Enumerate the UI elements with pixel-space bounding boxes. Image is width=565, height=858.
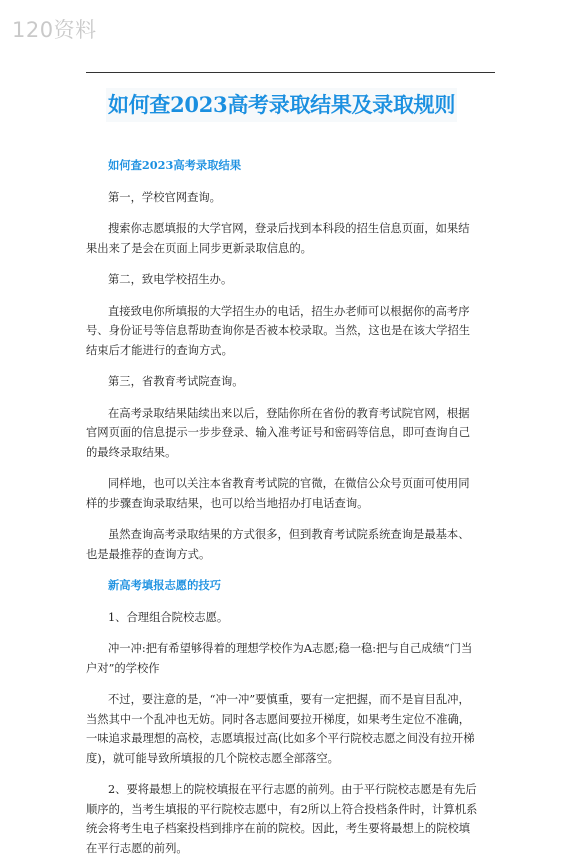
paragraph: 不过，要注意的是，“冲一冲”要慎重，要有一定把握，而不是盲目乱冲，当然其中一个乱冲也无妨。同时各志愿间要拉开梯度，如果考生定位不准确，一味追求最理想的高校，志愿填报过高(比如多个平行院校志愿之间没有拉开梯度)，就可能导致所填报的几个院校志愿全部落空。: [86, 693, 475, 765]
paragraph: 同样地，也可以关注本省教育考试院的官微，在微信公众号页面可使用同样的步骤查询录取结果，也可以给当地招办打电话查询。: [86, 477, 470, 510]
section-heading-query-results: 如何查2023高考录取结果: [108, 158, 242, 172]
document-title: 如何查2023高考录取结果及录取规则: [106, 88, 457, 122]
paragraph: 1、合理组合院校志愿。: [108, 610, 229, 624]
paragraph: 第三，省教育考试院查询。: [108, 375, 244, 388]
paragraph: 虽然查询高考录取结果的方式很多，但到教育考试院系统查询是最基本、也是最推荐的查询方式。: [86, 528, 470, 561]
paragraph: 第二，致电学校招生办。: [108, 273, 233, 286]
paragraph: 2、要将最想上的院校填报在平行志愿的前列。由于平行院校志愿是有先后顺序的，当考生填报的平行院校志愿中，有2所以上符合投档条件时，计算机系统会将考生电子档案投档到排序在前的院校。因此，考生要将最想上的院校填在平行志愿的前列。: [86, 783, 478, 855]
paragraph: 冲一冲:把有希望够得着的理想学校作为A志愿;稳一稳:把与自己成绩“门当户对”的学校作: [86, 642, 473, 675]
document-body: [86, 152, 480, 858]
paragraph: 第一，学校官网查询。: [108, 190, 221, 204]
section-heading-tips: 新高考填报志愿的技巧: [108, 578, 221, 592]
paragraph: 在高考录取结果陆续出来以后，登陆你所在省份的教育考试院官网，根据官网页面的信息提示一步步登录、输入准考证号和密码等信息，即可查询自己的最终录取结果。: [86, 406, 471, 459]
paragraph: 搜索你志愿填报的大学官网，登录后找到本科段的招生信息页面，如果结果出来了是会在页面上同步更新录取信息的。: [86, 222, 470, 255]
watermark: 120资料: [12, 18, 97, 42]
paragraph: 直接致电你所填报的大学招生办的电话，招生办老师可以根据你的高考序号、身份证号等信息帮助查询你是否被本校录取。当然，这也是在该大学招生结束后才能进行的查询方式。: [86, 304, 471, 357]
header-rule: [86, 72, 495, 73]
